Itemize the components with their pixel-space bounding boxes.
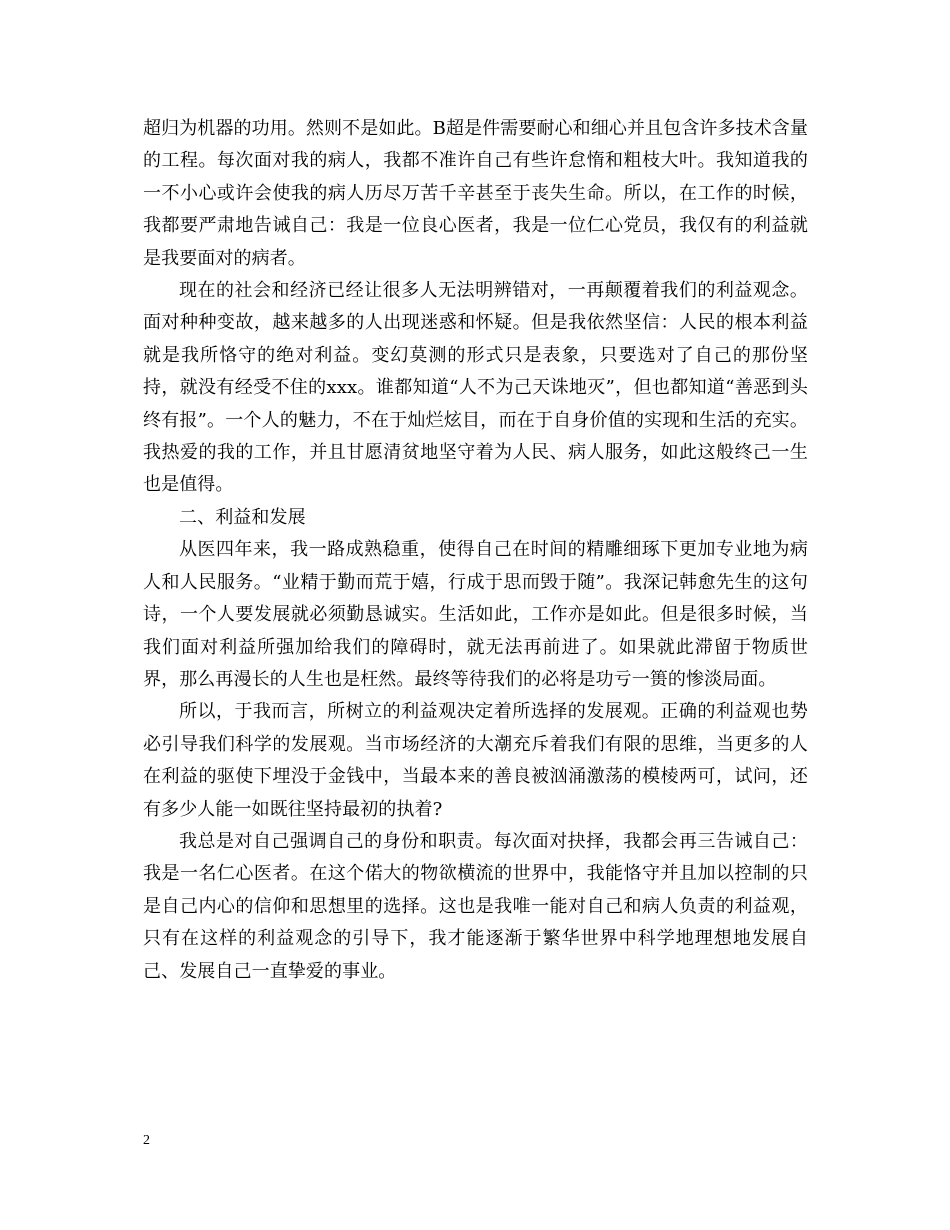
page-number: 2 <box>143 1133 150 1148</box>
paragraph-1: 超归为机器的功用。然则不是如此。B超是件需要耐心和细心并且包含许多技术含量的工程。每次面对我的病人，我都不准许自己有些许怠惰和粗枝大叶。我知道我的一不小心或许会使我的病人历尽万苦千辛甚至于丧失生命。所以，在工作的时候，我都要严肃地告诫自己：我是一位良心医者，我是一位仁心党员，我仅有的利益就是我要面对的病者。 <box>143 118 808 269</box>
paragraph-5: 我总是对自己强调自己的身份和职责。每次面对抉择，我都会再三告诫自己：我是一名仁心医者。在这个偌大的物欲横流的世界中，我能恪守并且加以控制的只是自己内心的信仰和思想里的选择。这也是我唯一能对自己和病人负责的利益观，只有在这样的利益观念的引导下，我才能逐渐于繁华世界中科学地理想地发展自己、发展自己一直挚爱的事业。 <box>143 830 808 982</box>
paragraph-4: 所以，于我而言，所树立的利益观决定着所选择的发展观。正确的利益观也势必引导我们科学的发展观。当市场经济的大潮充斥着我们有限的思维，当更多的人在利益的驱使下埋没于金钱中，当最本来的善良被汹涌激荡的模棱两可，试问，还有多少人能一如既往坚持最初的执着? <box>143 701 808 820</box>
paragraph-2: 现在的社会和经济已经让很多人无法明辨错对，一再颠覆着我们的利益观念。面对种种变故，越来越多的人出现迷惑和怀疑。但是我依然坚信：人民的根本利益就是我所恪守的绝对利益。变幻莫测的形式只是表象，只要选对了自己的那份坚持，就没有经受不住的xxx。谁都知道“人不为己天诛地灭”，但也都知道“善恶到头终有报”。一个人的魅力，不在于灿烂炫目，而在于自身价值的实现和生活的充实。我热爱的我的工作，并且甘愿清贫地坚守着为人民、病人服务，如此这般终己一生也是值得。 <box>143 280 808 496</box>
paragraph-3: 从医四年来，我一路成熟稳重，使得自己在时间的精雕细琢下更加专业地为病人和人民服务。“业精于勤而荒于嬉，行成于思而毁于随”。我深记韩愈先生的这句诗，一个人要发展就必须勤恳诚实。生活如此，工作亦是如此。但是很多时候，当我们面对利益所强加给我们的障碍时，就无法再前进了。如果就此滞留于物质世界，那么再漫长的人生也是枉然。最终等待我们的必将是功亏一篑的惨淡局面。 <box>143 539 808 690</box>
section-heading: 二、利益和发展 <box>179 506 306 528</box>
document-body <box>143 113 808 988</box>
